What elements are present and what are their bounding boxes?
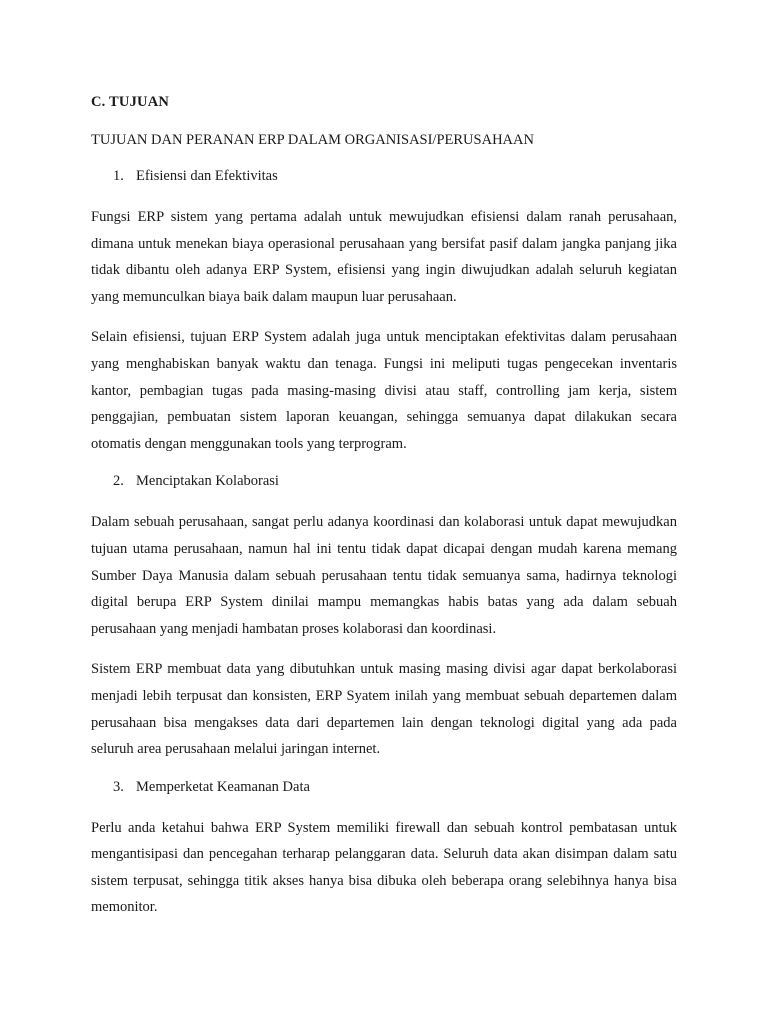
paragraph: Fungsi ERP sistem yang pertama adalah untuk mewujudkan efisiensi dalam ranah perusahaan, dimana untuk menekan biaya operasional perusahaan yang bersifat pasif dalam jangka panjang jika tidak dibantu oleh adanya ERP System, efisiensi yang ingin diwujudkan adalah seluruh kegiatan yang memunculkan biaya baik dalam maupun luar perusahaan. xyxy=(91,209,677,305)
paragraph: Sistem ERP membuat data yang dibutuhkan untuk masing masing divisi agar dapat berkolaborasi menjadi lebih terpusat dan konsisten, ERP Syatem inilah yang membuat sebuah departemen dalam perusahaan bisa mengakses data dari departemen lain dengan teknologi digital yang ada pada seluruh area perusahaan melalui jaringan internet. xyxy=(91,661,677,758)
list-item-3 xyxy=(91,777,677,797)
list-number: 1. xyxy=(113,168,124,184)
paragraph: Perlu anda ketahui bahwa ERP System memiliki firewall dan sebuah kontrol pembatasan untuk mengantisipasi dan pencegahan terharap pelanggaran data. Seluruh data akan disimpan dalam satu sistem terpusat, sehingga titik akses hanya bisa dibuka oleh beberapa orang selebihnya hanya bisa memonitor. xyxy=(91,819,677,916)
list-number: 2. xyxy=(113,473,124,490)
list-heading: Memperketat Keamanan Data xyxy=(136,778,310,795)
paragraph: Dalam sebuah perusahaan, sangat perlu adanya koordinasi dan kolaborasi untuk dapat mewujudkan tujuan utama perusahaan, namun hal ini tentu tidak dapat dicapai dengan mudah karena memang Sumber Daya Manusia dalam sebuah perusahaan tentu tidak semuanya sama, hadirnya teknologi digital berupa ERP System dinilai mampu memangkas habis batas yang ada dalam sebuah perusahaan yang menjadi hambatan proses kolaborasi dan koordinasi. xyxy=(91,514,677,637)
list-item-2 xyxy=(91,471,677,491)
list-heading: Efisiensi dan Efektivitas xyxy=(136,168,278,184)
list-item-1 xyxy=(91,166,677,186)
paragraph: Selain efisiensi, tujuan ERP System adalah juga untuk menciptakan efektivitas dalam perusahaan yang menghabiskan banyak waktu dan tenaga. Fungsi ini meliputi tugas pengecekan inventaris kantor, pembagian tugas pada masing-masing divisi atau staff, controlling jam kerja, sistem penggajian, pembuatan sistem laporan keuangan, sehingga semuanya dapat dilakukan secara otomatis dengan menggunakan tools yang terprogram. xyxy=(91,329,677,452)
document-subtitle: TUJUAN DAN PERANAN ERP DALAM ORGANISASI/PERUSAHAAN xyxy=(91,132,534,148)
list-number: 3. xyxy=(113,778,124,795)
list-heading: Menciptakan Kolaborasi xyxy=(136,473,279,490)
section-title: C. TUJUAN xyxy=(91,94,170,110)
document-content xyxy=(91,92,677,935)
